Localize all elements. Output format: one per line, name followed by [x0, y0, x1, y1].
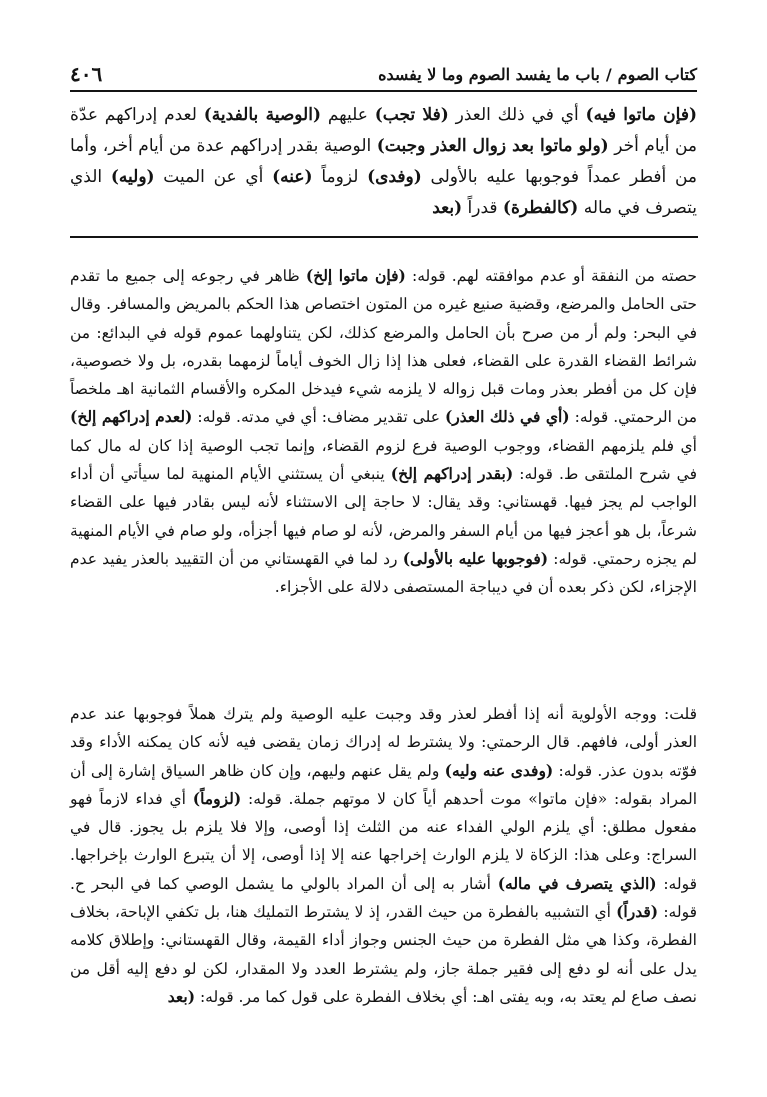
quoted-phrase: (الوصية بالفدية): [203, 105, 321, 125]
quoted-phrase: (وليه): [110, 167, 155, 187]
main-text-paragraph: [70, 100, 697, 224]
commentary-paragraph: [70, 700, 697, 1011]
quoted-phrase: (فلا تجب): [374, 105, 449, 125]
quoted-phrase: (وفدى عنه وليه): [444, 760, 554, 780]
text-run: أي في ذلك العذر: [448, 105, 586, 125]
commentary-block-1: [70, 262, 697, 602]
running-head: [378, 65, 697, 90]
text-run: الذي يتصرف في ماله: [70, 167, 697, 218]
chapter-title: باب ما يفسد الصوم وما لا يفسده: [378, 65, 600, 84]
header-separator: /: [605, 65, 612, 84]
text-run: ولم يقل عنهم وليهم، وإن كان ظاهر السياق إشارة إلى أن المراد بقوله: «فإن ماتوا» موت أحدهم أياً كان لا موتهم جملة. قوله:: [70, 761, 697, 808]
quoted-phrase: (بعد: [167, 986, 196, 1006]
quoted-phrase: (لزوماً): [192, 788, 242, 808]
text-run: حصته من النفقة أو عدم موافقته لهم. قوله:: [405, 267, 697, 285]
text-run: أي فداء لازماً فهو مفعول مطلق: أي يلزم الولي الفداء عنه من الثلث إذا أوصى، وإلا فلا يلزم بل يجوز. قال في السراج: وعلى هذا: الزكاة لا يلزم الوارث إخراجها عنه إلا إذا أوصى، إلا أن يتبرع الوارث بإخراجها. قوله:: [70, 789, 698, 893]
commentary-paragraph: [70, 262, 697, 602]
quoted-phrase: (فإن ماتوا إلخ): [305, 266, 406, 285]
text-run: ينبغي أن يستثني الأيام المنهية لما سيأتي أن أداء الواجب لم يجز فيها. قهستاني: وقد يقال: لا حاجة إلى الاستثناء لأنه ليس بقادر فيها على القضاء شرعاً، بل هو أعجز فيها من أيام السفر والمرض، لأنه لو صام فيها أجزأه، ولو صام في الأيام المنهية لم يجزه رحمتي. قوله:: [70, 465, 697, 568]
quoted-phrase: (وفدى): [367, 167, 422, 187]
separator-rule: [70, 236, 698, 238]
text-run: أي عن الميت: [154, 167, 273, 187]
text-run: أي التشبيه بالفطرة من حيث القدر، إذ لا يشترط التمليك هنا، بل تكفي الإباحة، بخلاف الفطرة، وكذا هي مثل الفطرة من حيث الجنس وجواز أداء القيمة، وقال القهستاني: وإطلاق كلامه يدل على أنه لو دفع إلى فقير جملة جاز، ولم يشترط العدد ولا المقدار، لكن لو دفع إليه أقل من نصف صاع لم يعتد به، وبه يفتى اهـ: أي بخلاف الفطرة على قول كما مر. قوله:: [70, 903, 697, 1006]
quoted-phrase: (الذي يتصرف في ماله): [497, 873, 657, 893]
text-run: لعدم إدراكهم عدّة من أيام أخر: [70, 105, 697, 156]
text-run: قدراً: [462, 198, 503, 218]
text-run: رد لما في القهستاني من أن التقييد بالعذر يفيد عدم الإجزاء، لكن ذكر بعده أن في ديباجة المستصفى دلالة على الأجزاء.: [70, 549, 697, 597]
text-run: عليهم: [321, 105, 375, 125]
commentary-block-2: [70, 700, 697, 1011]
quoted-phrase: (بقدر إدراكهم إلخ): [390, 464, 514, 484]
quoted-phrase: (قدراً): [616, 902, 659, 922]
text-run: ظاهر في رجوعه إلى جميع ما تقدم حتى الحامل والمرضع، وقضية صنيع غيره من المتون اختصاص هذا الحكم بالمريض والمسافر. وقال في البحر: ولم أر من صرح بأن الحامل والمرضع كذلك، لكن يتناولهما عموم قوله في البدائع: من شرائط القضاء القدرة على القضاء، فعلى هذا إذا زال الخوف أياماً لزمهما بقدره، بل ولا خصوصية، فإن كل من أفطر بعذر ومات قبل زواله لا يلزمه شيء فيدخل المكره والأقسام الثمانية اهـ ملخصاً من الرحمتي. قوله:: [70, 267, 697, 427]
quoted-phrase: (بعد: [432, 198, 463, 218]
text-run: أي فلم يلزمهم القضاء، ووجوب الوصية فرع لزوم القضاء، وإنما تجب الوصية إذا كان له مال كما في شرح الملتقى ط. قوله:: [70, 436, 697, 484]
quoted-phrase: (فإن ماتوا فيه): [585, 105, 697, 125]
quoted-phrase: (ولو ماتوا بعد زوال العذر وجبت): [376, 136, 609, 156]
text-run: على تقدير مضاف: أي في مدته. قوله:: [192, 408, 445, 427]
text-run: أشار به إلى أن المراد بالولي ما يشمل الوصي كما في البحر ح. قوله:: [70, 874, 697, 922]
quoted-phrase: (كالفطرة): [502, 198, 579, 218]
quoted-phrase: (أي في ذلك العذر): [444, 407, 570, 427]
page-header: [70, 56, 697, 92]
text-run: الوصية بقدر إدراكهم عدة من أيام أخر، وأما من أفطر عمداً فوجوبها عليه بالأولى: [70, 136, 697, 187]
text-run: قلت: ووجه الأولوية أنه إذا أفطر لعذر وقد وجبت عليه الوصية ولم يترك هملاً فوجوبها عند عدم العذر أولى، فافهم. قال الرحمتي: ولا يشترط له إدراك زمان يقضى فيه لأنه كان يمكنه الأداء وقد فوّته بدون عذر. قوله:: [70, 705, 697, 780]
quoted-phrase: (عنه): [272, 167, 313, 187]
quoted-phrase: (لعدم إدراكهم إلخ): [70, 407, 193, 427]
book-title: كتاب الصوم: [617, 65, 697, 84]
main-text: [70, 100, 697, 224]
page-number: ٤٠٦: [70, 62, 103, 86]
quoted-phrase: (فوجوبها عليه بالأولى): [402, 548, 549, 568]
text-run: لزوماً: [312, 167, 368, 187]
